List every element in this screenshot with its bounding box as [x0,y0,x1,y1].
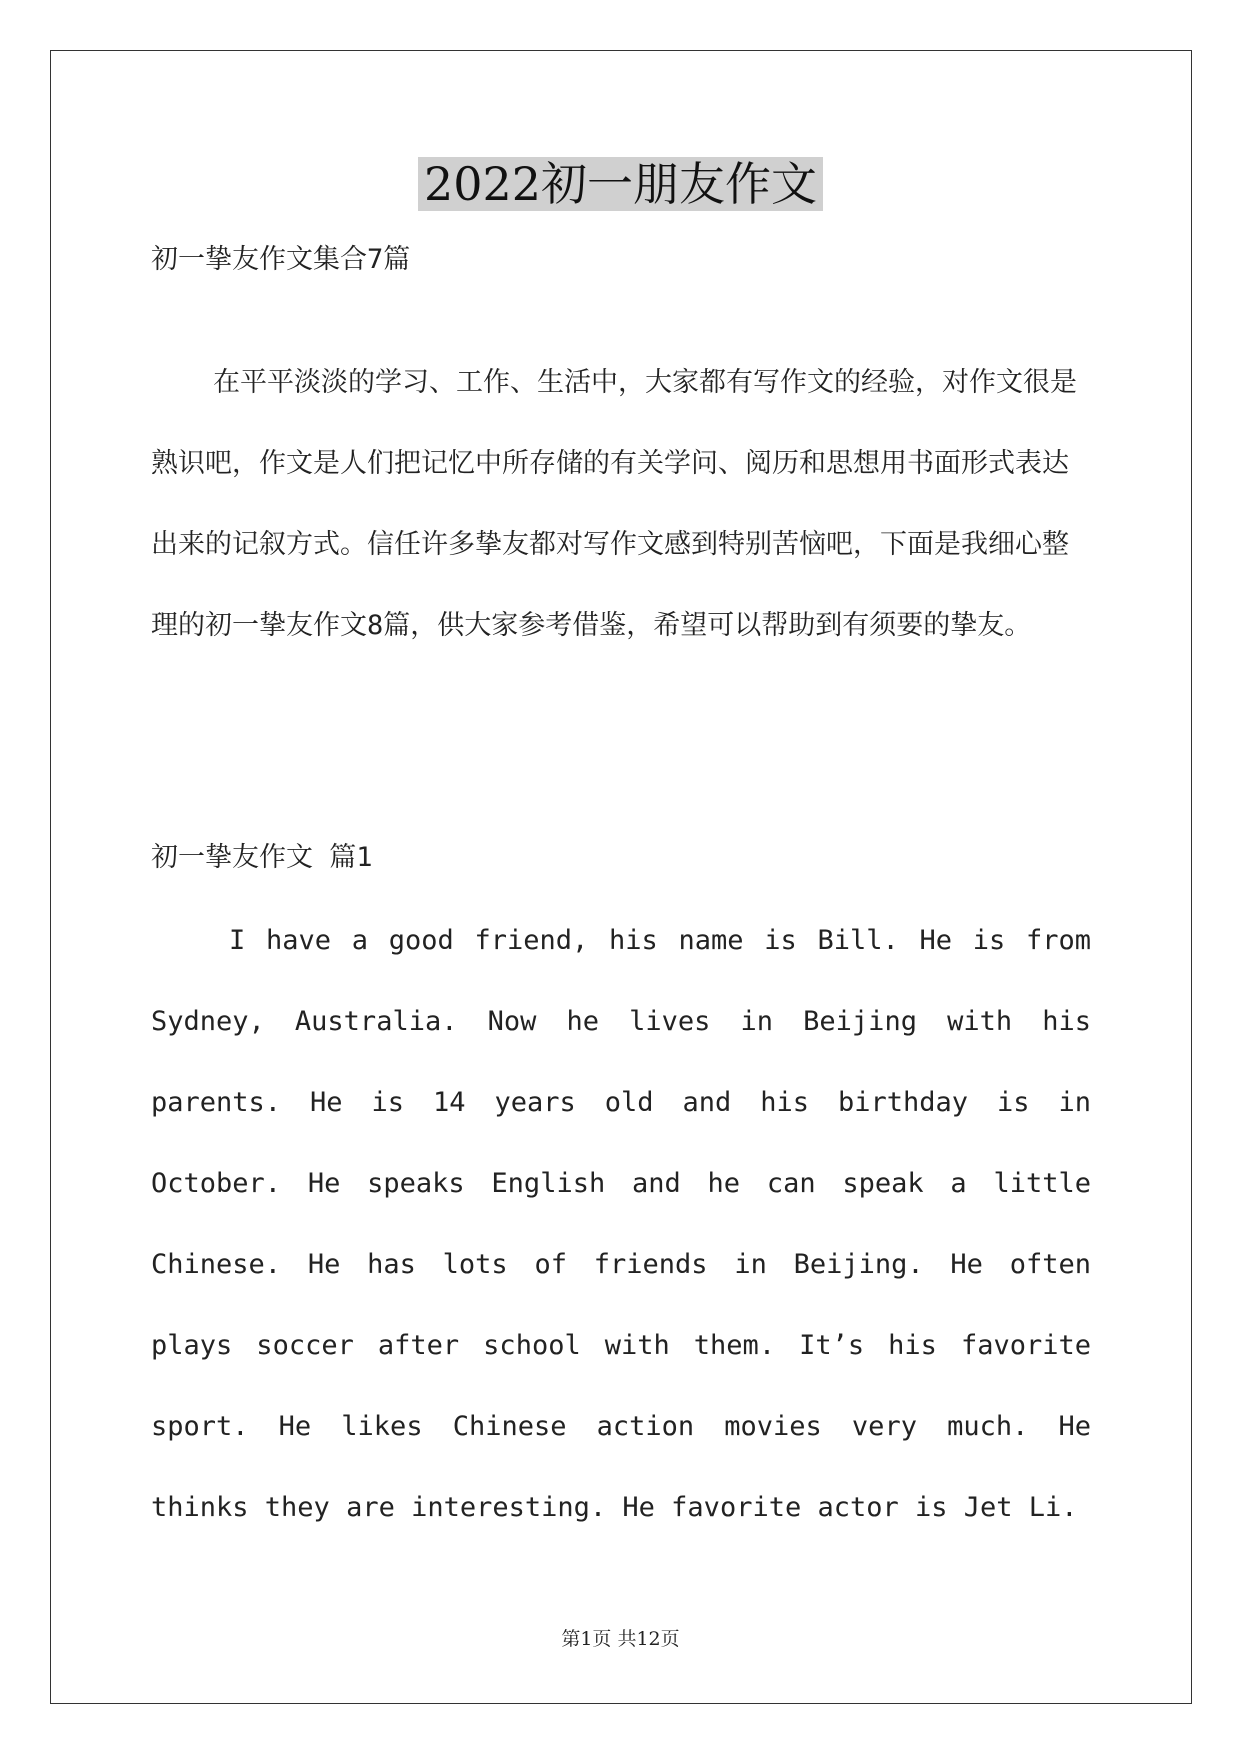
page-footer: 第1页 共12页 [561,1628,680,1650]
essay-paragraph: I have a good friend, his name is Bill. He is from Sydney, Australia. Now he lives in Beijing with his parents. He is 14 years old and his birthday is in October. He speaks English and he can speak a little Chinese. He has lots of friends in Beijing. He often plays soccer after school with them. It’s his favorite sport. He likes Chinese action movies very much. He thinks they are interesting. He favorite actor is Jet Li. [151,925,1091,1523]
collection-subtitle: 初一挚友作文集合7篇 [151,244,411,275]
document-title [0,152,1241,216]
title-text: 2022初一朋友作文 [418,157,823,211]
intro-paragraph: 在平平淡淡的学习、工作、生活中，大家都有写作文的经验，对作文很是熟识吧，作文是人们把记忆中所存储的有关学问、阅历和思想用书面形式表达出来的记叙方式。信任许多挚友都对写作文感到特别苦恼吧，下面是我细心整理的初一挚友作文8篇，供大家参考借鉴，希望可以帮助到有须要的挚友。 [151,367,1077,641]
section-heading: 初一挚友作文 篇1 [151,842,373,873]
